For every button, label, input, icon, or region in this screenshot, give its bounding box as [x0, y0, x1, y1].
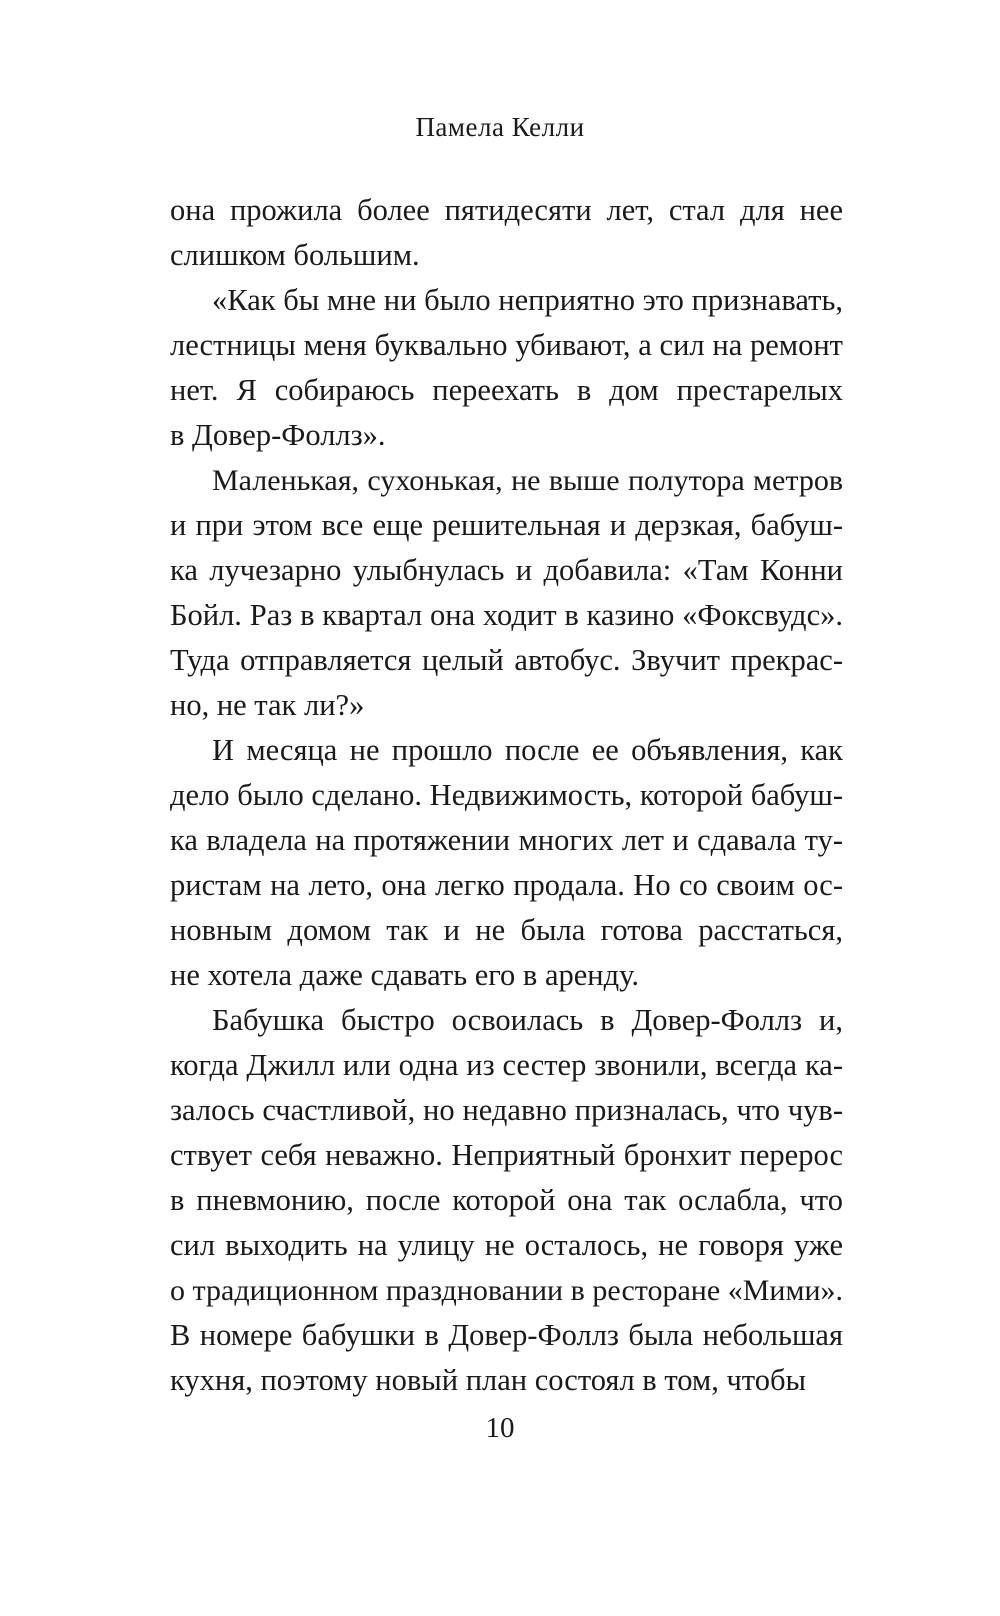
text-line: слишком большим. [170, 238, 420, 272]
text-line: Маленькая, сухонькая, не выше полутора метров [212, 464, 843, 497]
text-line: ствует себя неважно. Неприятный бронхит перерос [170, 1138, 843, 1172]
text-line: нет. Я собираюсь переехать в дом престарелых [170, 373, 843, 407]
text-line: когда Джилл или одна из сестер звонили, всегда ка- [170, 1048, 843, 1082]
text-line: она прожила более пятидесяти лет, стал для нее [170, 193, 843, 227]
text-line: кухня, поэтому новый план состоял в том, чтобы [170, 1363, 806, 1397]
text-line: ристам на лето, она легко продала. Но со своим ос- [170, 868, 843, 902]
text-line: ка владела на протяжении многих лет и сдавала ту- [170, 823, 843, 857]
running-head: Памела Келли [415, 112, 585, 142]
page-number: 10 [485, 1412, 515, 1444]
text-line: лестницы меня буквально убивают, а сил на ремонт [170, 328, 843, 362]
text-line: о традиционном праздновании в ресторане «Мими». [170, 1274, 843, 1307]
text-line: Бойл. Раз в квартал она ходит в казино «Фоксвудс». [170, 598, 843, 632]
text-line: И месяца не прошло после ее объявления, как [212, 733, 843, 767]
text-line: дело было сделано. Недвижимость, которой бабуш- [170, 778, 843, 812]
text-line: «Как бы мне ни было неприятно это признавать, [212, 283, 843, 317]
text-line: новным домом так и не была готова расстаться, [170, 913, 843, 947]
text-line: не хотела даже сдавать его в аренду. [170, 958, 639, 992]
text-line: в пневмонию, после которой она так ослабла, что [170, 1183, 843, 1217]
paragraph [170, 998, 843, 1403]
text-line: и при этом все еще решительная и дерзкая, бабуш- [170, 508, 843, 542]
paragraph [170, 188, 843, 278]
text-line: Бабушка быстро освоилась в Довер-Фоллз и, [212, 1003, 843, 1037]
paragraph [170, 458, 843, 728]
text-line: ка лучезарно улыбнулась и добавила: «Там Конни [170, 553, 843, 587]
text-line: в Довер-Фоллз». [170, 418, 386, 452]
text-line: сил выходить на улицу не осталось, не говоря уже [170, 1228, 843, 1262]
body-text [170, 188, 843, 1403]
text-line: В номере бабушки в Довер-Фоллз была небольшая [170, 1318, 843, 1352]
paragraph [170, 278, 843, 458]
paragraph [170, 728, 843, 998]
text-line: но, не так ли?» [170, 688, 365, 722]
text-line: Туда отправляется целый автобус. Звучит прекрас- [170, 643, 843, 677]
text-line: залось счастливой, но недавно призналась, что чув- [170, 1093, 843, 1127]
